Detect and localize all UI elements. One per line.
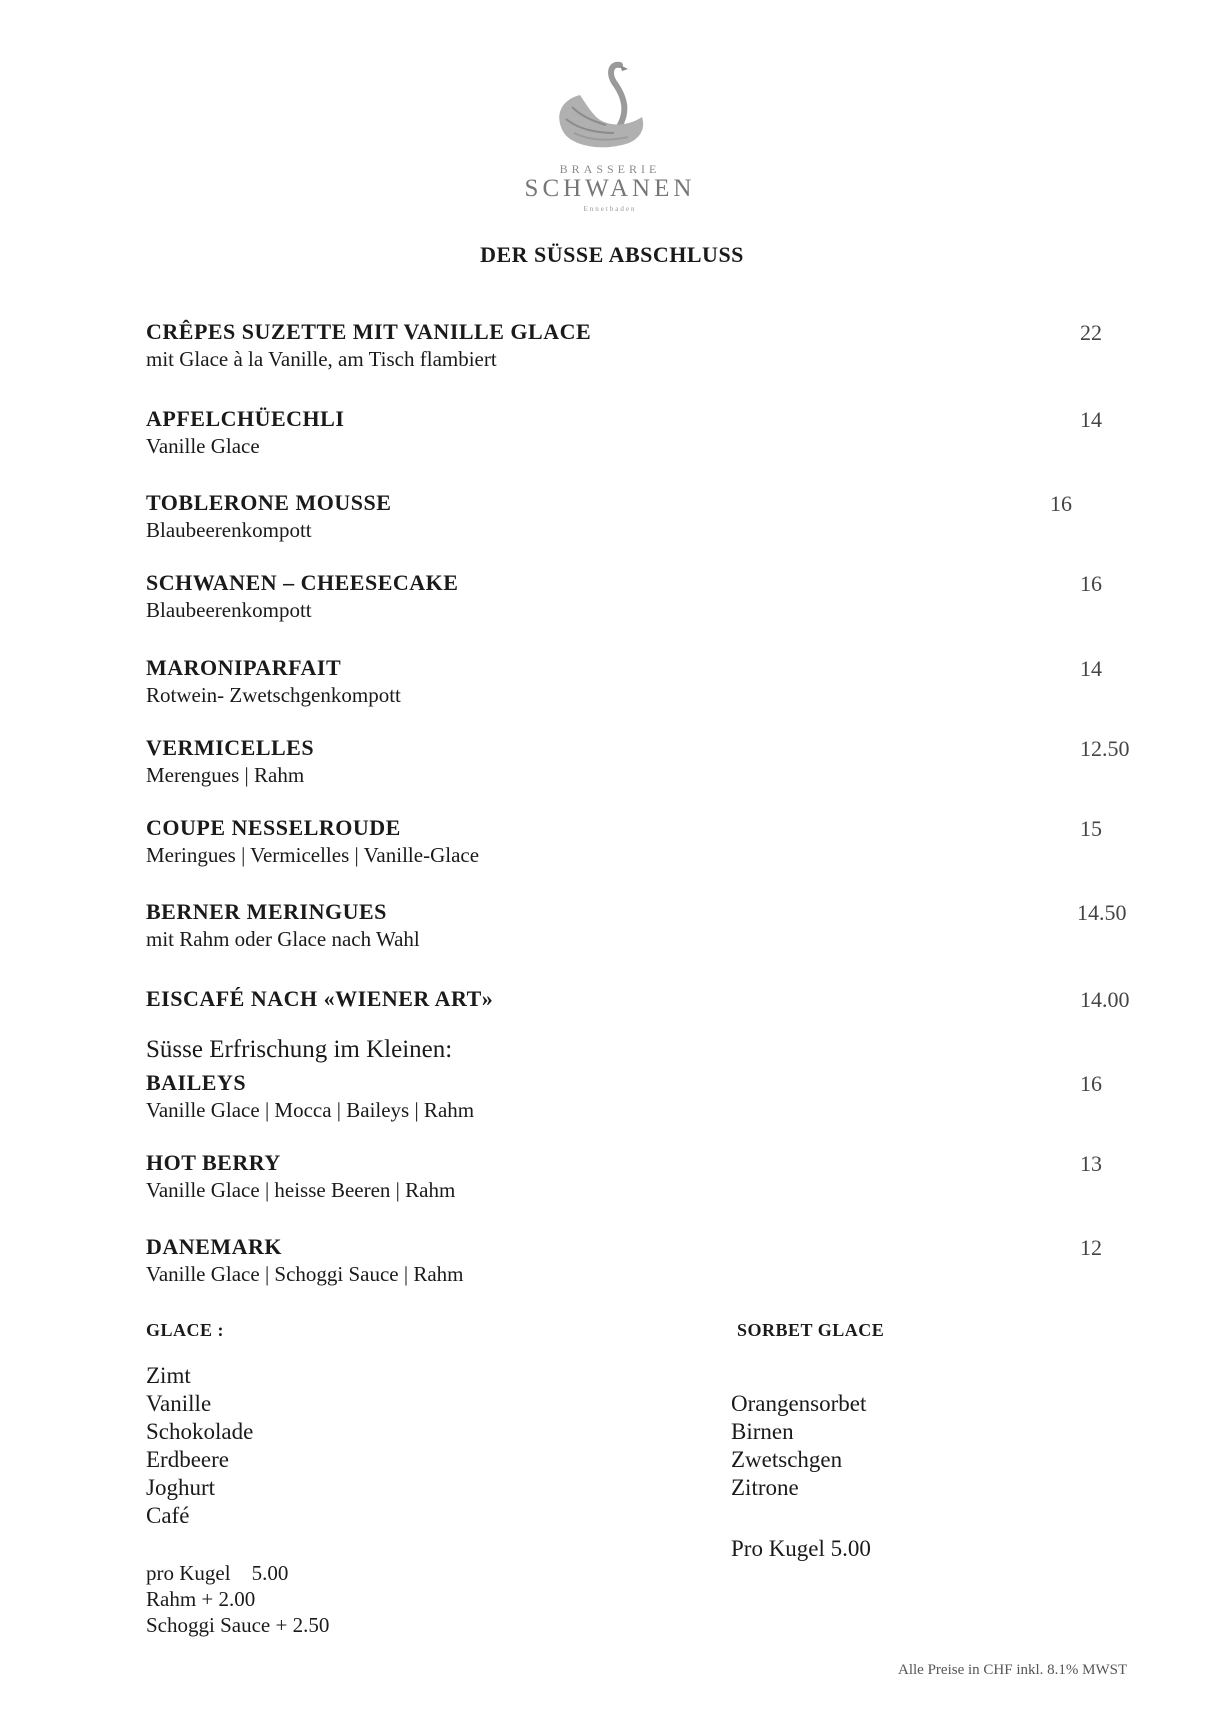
glace-flavor-list [146, 1362, 253, 1530]
item-name: SCHWANEN – CHEESECAKE [146, 570, 459, 595]
menu-item [146, 1233, 1146, 1288]
list-item: Zwetschgen [731, 1447, 843, 1472]
menu-item [146, 569, 1146, 624]
item-description: mit Glace à la Vanille, am Tisch flambiert [146, 347, 497, 371]
logo-schwanen: SCHWANEN [524, 175, 696, 202]
page-title: DER SÜSSE ABSCHLUSS [480, 242, 744, 267]
item-description: Vanille Glace | heisse Beeren | Rahm [146, 1178, 456, 1202]
item-price: 16 [1080, 1071, 1102, 1096]
list-item: Café [146, 1503, 190, 1528]
item-description: Vanille Glace | Mocca | Baileys | Rahm [146, 1098, 475, 1122]
menu-item [146, 1069, 1146, 1124]
menu-item [146, 489, 1146, 544]
item-name: BAILEYS [146, 1070, 247, 1095]
list-item: Erdbeere [146, 1447, 229, 1472]
sorbet-flavor-list [731, 1390, 866, 1502]
item-price: 13 [1080, 1151, 1102, 1176]
item-name: APFELCHÜECHLI [146, 406, 345, 431]
item-name: VERMICELLES [146, 735, 315, 760]
item-price: 15 [1080, 816, 1102, 841]
item-price: 14 [1080, 656, 1102, 681]
sorbet-heading: SORBET GLACE [737, 1320, 885, 1340]
item-name: BERNER MERINGUES [146, 899, 387, 924]
swan-icon [550, 55, 670, 160]
item-name: DANEMARK [146, 1234, 282, 1259]
list-item: Schoggi Sauce + 2.50 [146, 1613, 330, 1637]
list-item: Schokolade [146, 1419, 254, 1444]
brand-logo [490, 55, 730, 215]
price-footnote: Alle Preise in CHF inkl. 8.1% MWST [898, 1662, 1128, 1678]
item-price: 12 [1080, 1235, 1102, 1260]
item-price: 22 [1080, 320, 1102, 345]
menu-item [146, 1149, 1146, 1204]
menu-item [146, 898, 1146, 953]
item-name: TOBLERONE MOUSSE [146, 490, 392, 515]
sorbet-price: Pro Kugel 5.00 [731, 1536, 871, 1561]
item-price: 16 [1080, 571, 1102, 596]
list-item: Vanille [146, 1391, 212, 1416]
list-item: Zimt [146, 1363, 191, 1388]
menu-item [146, 405, 1146, 460]
item-description: Vanille Glace [146, 434, 260, 458]
item-name: COUPE NESSELROUDE [146, 815, 401, 840]
item-description: Vanille Glace | Schoggi Sauce | Rahm [146, 1262, 464, 1286]
item-name: EISCAFÉ NACH «WIENER ART» [146, 986, 494, 1011]
menu-item [146, 734, 1146, 789]
item-price: 12.50 [1080, 736, 1130, 761]
glace-extras [146, 1560, 329, 1638]
list-item: pro Kugel 5.00 [146, 1561, 289, 1585]
item-price: 16 [1050, 491, 1072, 516]
glace-heading: GLACE : [146, 1320, 225, 1340]
section-subheading: Süsse Erfrischung im Kleinen: [146, 1036, 453, 1063]
menu-item [146, 985, 1146, 1013]
item-description: Merengues | Rahm [146, 763, 305, 787]
list-item: Zitrone [731, 1475, 799, 1500]
list-item: Birnen [731, 1419, 794, 1444]
item-price: 14.00 [1080, 987, 1130, 1012]
item-description: mit Rahm oder Glace nach Wahl [146, 927, 420, 951]
item-description: Meringues | Vermicelles | Vanille-Glace [146, 843, 480, 867]
item-price: 14 [1080, 407, 1102, 432]
list-item: Orangensorbet [731, 1391, 867, 1416]
list-item: Rahm + 2.00 [146, 1587, 256, 1611]
menu-item [146, 654, 1146, 709]
item-description: Blaubeerenkompott [146, 518, 312, 542]
item-name: CRÊPES SUZETTE MIT VANILLE GLACE [146, 319, 592, 344]
item-name: MARONIPARFAIT [146, 655, 342, 680]
logo-location: Ennetbaden [583, 205, 637, 213]
menu-item [146, 814, 1146, 869]
item-name: HOT BERRY [146, 1150, 281, 1175]
list-item: Joghurt [146, 1475, 215, 1500]
menu-item [146, 318, 1146, 373]
logo-brasserie: BRASSERIE [559, 162, 661, 176]
item-price: 14.50 [1077, 900, 1127, 925]
item-description: Rotwein- Zwetschgenkompott [146, 683, 401, 707]
item-description: Blaubeerenkompott [146, 598, 312, 622]
